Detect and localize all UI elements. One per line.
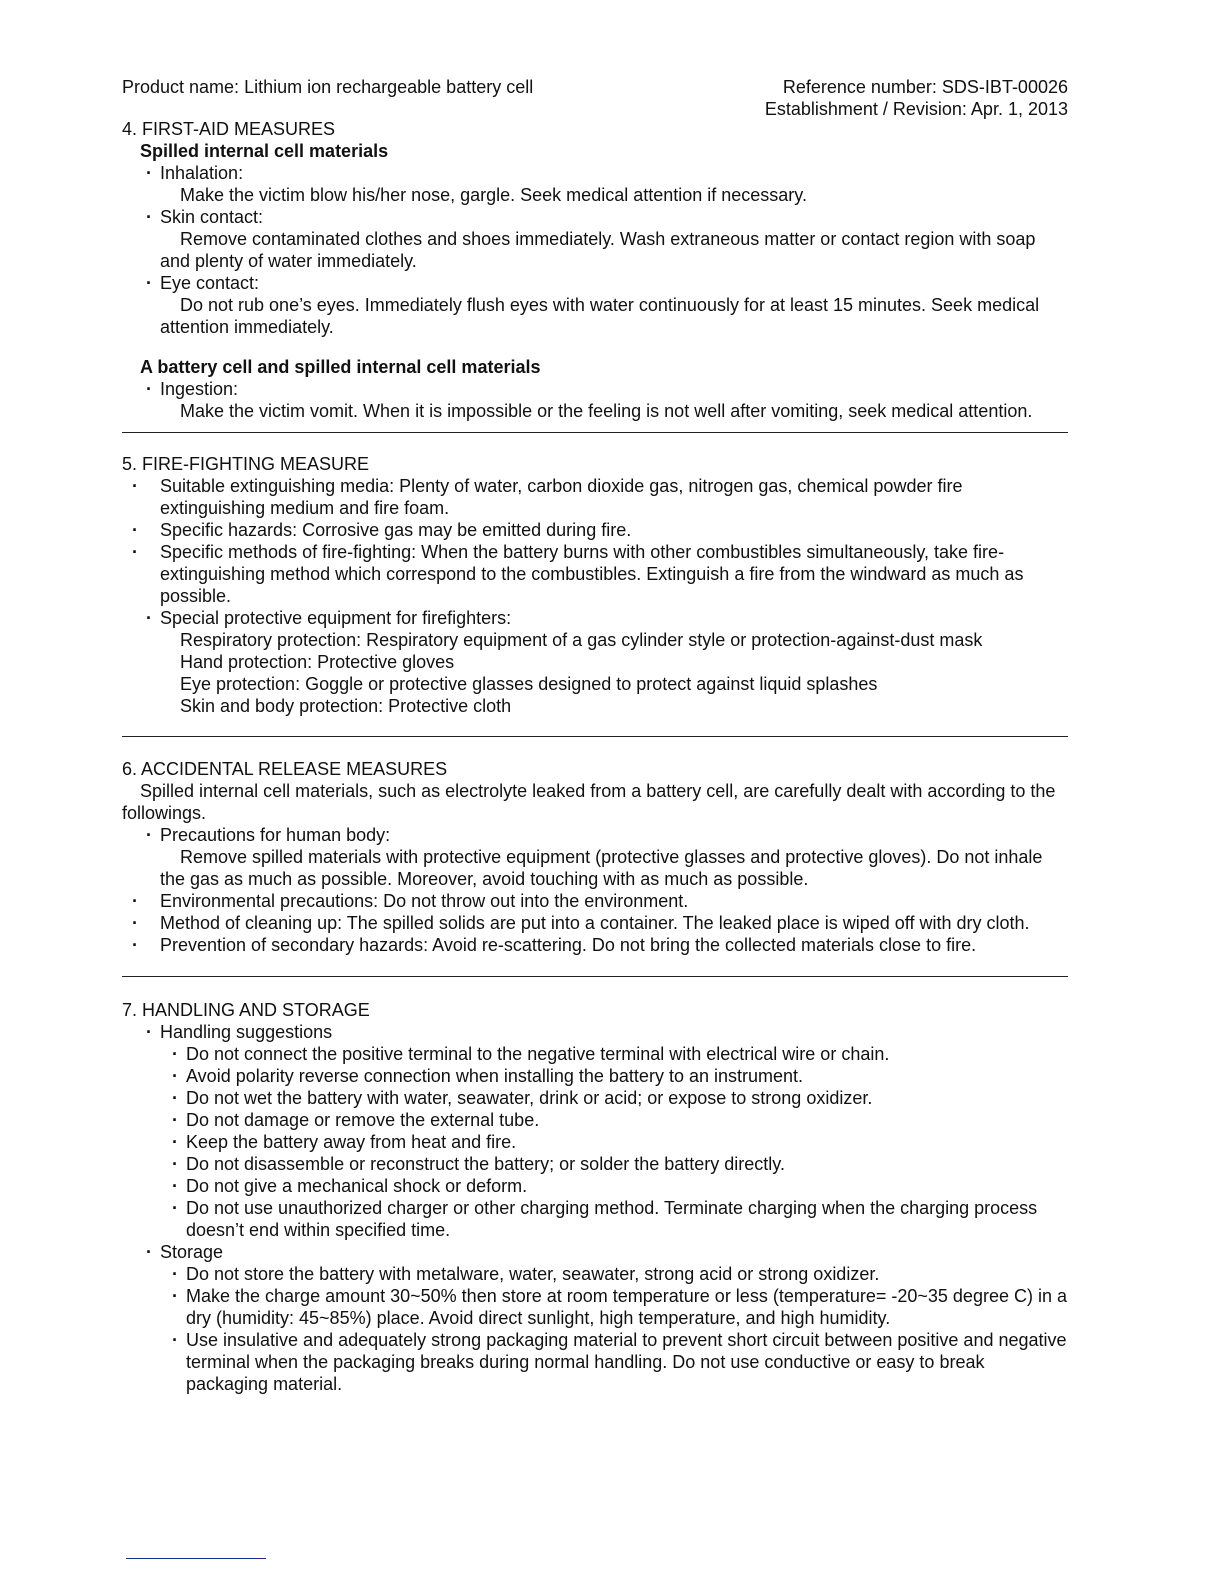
document-page (122, 76, 1068, 1395)
protection-line: Skin and body protection: Protective cloth (180, 696, 512, 716)
bullet-label: · Storage (122, 1241, 1068, 1263)
bullet-label: · Eye contact: (122, 272, 1068, 294)
section-title: 4. FIRST-AID MEASURES (122, 119, 336, 139)
section-fire-fighting (122, 453, 1068, 717)
protection-line: Hand protection: Protective gloves (180, 652, 455, 672)
list-item: · Do not damage or remove the external tube. (172, 1109, 1068, 1131)
section-accidental-release (122, 758, 1068, 956)
protection-line: Eye protection: Goggle or protective glasses designed to protect against liquid splashes (180, 674, 878, 694)
bullet-label: · Inhalation: (122, 162, 1068, 184)
bullet-label: · Precautions for human body: (122, 824, 1068, 846)
bullet-text: Do not rub one’s eyes. Immediately flush eyes with water continuously for at least 15 minutes. Seek medical attention immediately. (160, 295, 1040, 337)
list-item: · Do not give a mechanical shock or deform. (172, 1175, 1068, 1197)
product-name: Product name: Lithium ion rechargeable battery cell (122, 77, 534, 97)
bullet-item: · Suitable extinguishing media: Plenty of water, carbon dioxide gas, nitrogen gas, chemical powder fire extinguishing medium and fire foam. (122, 475, 1068, 519)
section-title: 6. ACCIDENTAL RELEASE MEASURES (122, 759, 448, 779)
list-item: · Do not use unauthorized charger or other charging method. Terminate charging when the charging process doesn’t end within specified time. (172, 1197, 1068, 1241)
bullet-text: Make the victim vomit. When it is impossible or the feeling is not well after vomiting, seek medical attention. (180, 401, 1033, 421)
list-item: · Do not store the battery with metalware, water, seawater, strong acid or strong oxidizer. (172, 1263, 1068, 1285)
section-title: 7. HANDLING AND STORAGE (122, 1000, 370, 1020)
subsection-title: Spilled internal cell materials (140, 141, 389, 161)
bullet-item: · Environmental precautions: Do not throw out into the environment. (122, 890, 1068, 912)
bullet-item: · Method of cleaning up: The spilled solids are put into a container. The leaked place is wiped off with dry cloth. (122, 912, 1068, 934)
bullet-text: Remove contaminated clothes and shoes immediately. Wash extraneous matter or contact region with soap and plenty of water immediately. (160, 229, 1036, 271)
bullet-label: · Ingestion: (122, 378, 1068, 400)
list-item: · Use insulative and adequately strong packaging material to prevent short circuit between positive and negative terminal when the packaging breaks during normal handling. Do not use conductive or easy to break packaging material. (172, 1329, 1068, 1395)
list-item: · Make the charge amount 30~50% then store at room temperature or less (temperature= -20~35 degree C) in a dry (humidity: 45~85%) place. Avoid direct sunlight, high temperature, and high humidity. (172, 1285, 1068, 1329)
reference-block (765, 76, 1068, 120)
revision-date: Establishment / Revision: Apr. 1, 2013 (764, 99, 1068, 119)
section-handling-storage (122, 999, 1068, 1395)
section-first-aid (122, 118, 1068, 422)
bullet-text: Remove spilled materials with protective equipment (protective glasses and protective gloves). Do not inhale the gas as much as possible. Moreover, avoid touching with as much as possible. (160, 847, 1043, 889)
reference-number: Reference number: SDS-IBT-00026 (782, 77, 1068, 97)
page-header (122, 76, 1068, 118)
storage-list (122, 1263, 1068, 1395)
subsection-title: A battery cell and spilled internal cell materials (140, 357, 541, 377)
list-item: · Do not connect the positive terminal to the negative terminal with electrical wire or chain. (172, 1043, 1068, 1065)
bullet-item: · Prevention of secondary hazards: Avoid re-scattering. Do not bring the collected materials close to fire. (122, 934, 1068, 956)
bullet-text: Make the victim blow his/her nose, gargle. Seek medical attention if necessary. (180, 185, 807, 205)
protection-line: Respiratory protection: Respiratory equipment of a gas cylinder style or protection-against-dust mask (180, 630, 983, 650)
footnote-rule (126, 1558, 266, 1559)
bullet-label: · Handling suggestions (122, 1021, 1068, 1043)
bullet-item: · Specific hazards: Corrosive gas may be emitted during fire. (122, 519, 1068, 541)
bullet-item: · Specific methods of fire-fighting: When the battery burns with other combustibles simultaneously, take fire-extinguishing method which correspond to the combustibles. Extinguish a fire from the windward as much as possible. (122, 541, 1068, 607)
bullet-label: · Skin contact: (122, 206, 1068, 228)
list-item: · Keep the battery away from heat and fire. (172, 1131, 1068, 1153)
list-item: · Do not wet the battery with water, seawater, drink or acid; or expose to strong oxidizer. (172, 1087, 1068, 1109)
handling-list (122, 1043, 1068, 1241)
section-title: 5. FIRE-FIGHTING MEASURE (122, 454, 370, 474)
section-intro: Spilled internal cell materials, such as electrolyte leaked from a battery cell, are carefully dealt with according to the followings. (122, 781, 1056, 823)
bullet-label: · Special protective equipment for firefighters: (122, 607, 1068, 629)
list-item: · Do not disassemble or reconstruct the battery; or solder the battery directly. (172, 1153, 1068, 1175)
list-item: · Avoid polarity reverse connection when installing the battery to an instrument. (172, 1065, 1068, 1087)
